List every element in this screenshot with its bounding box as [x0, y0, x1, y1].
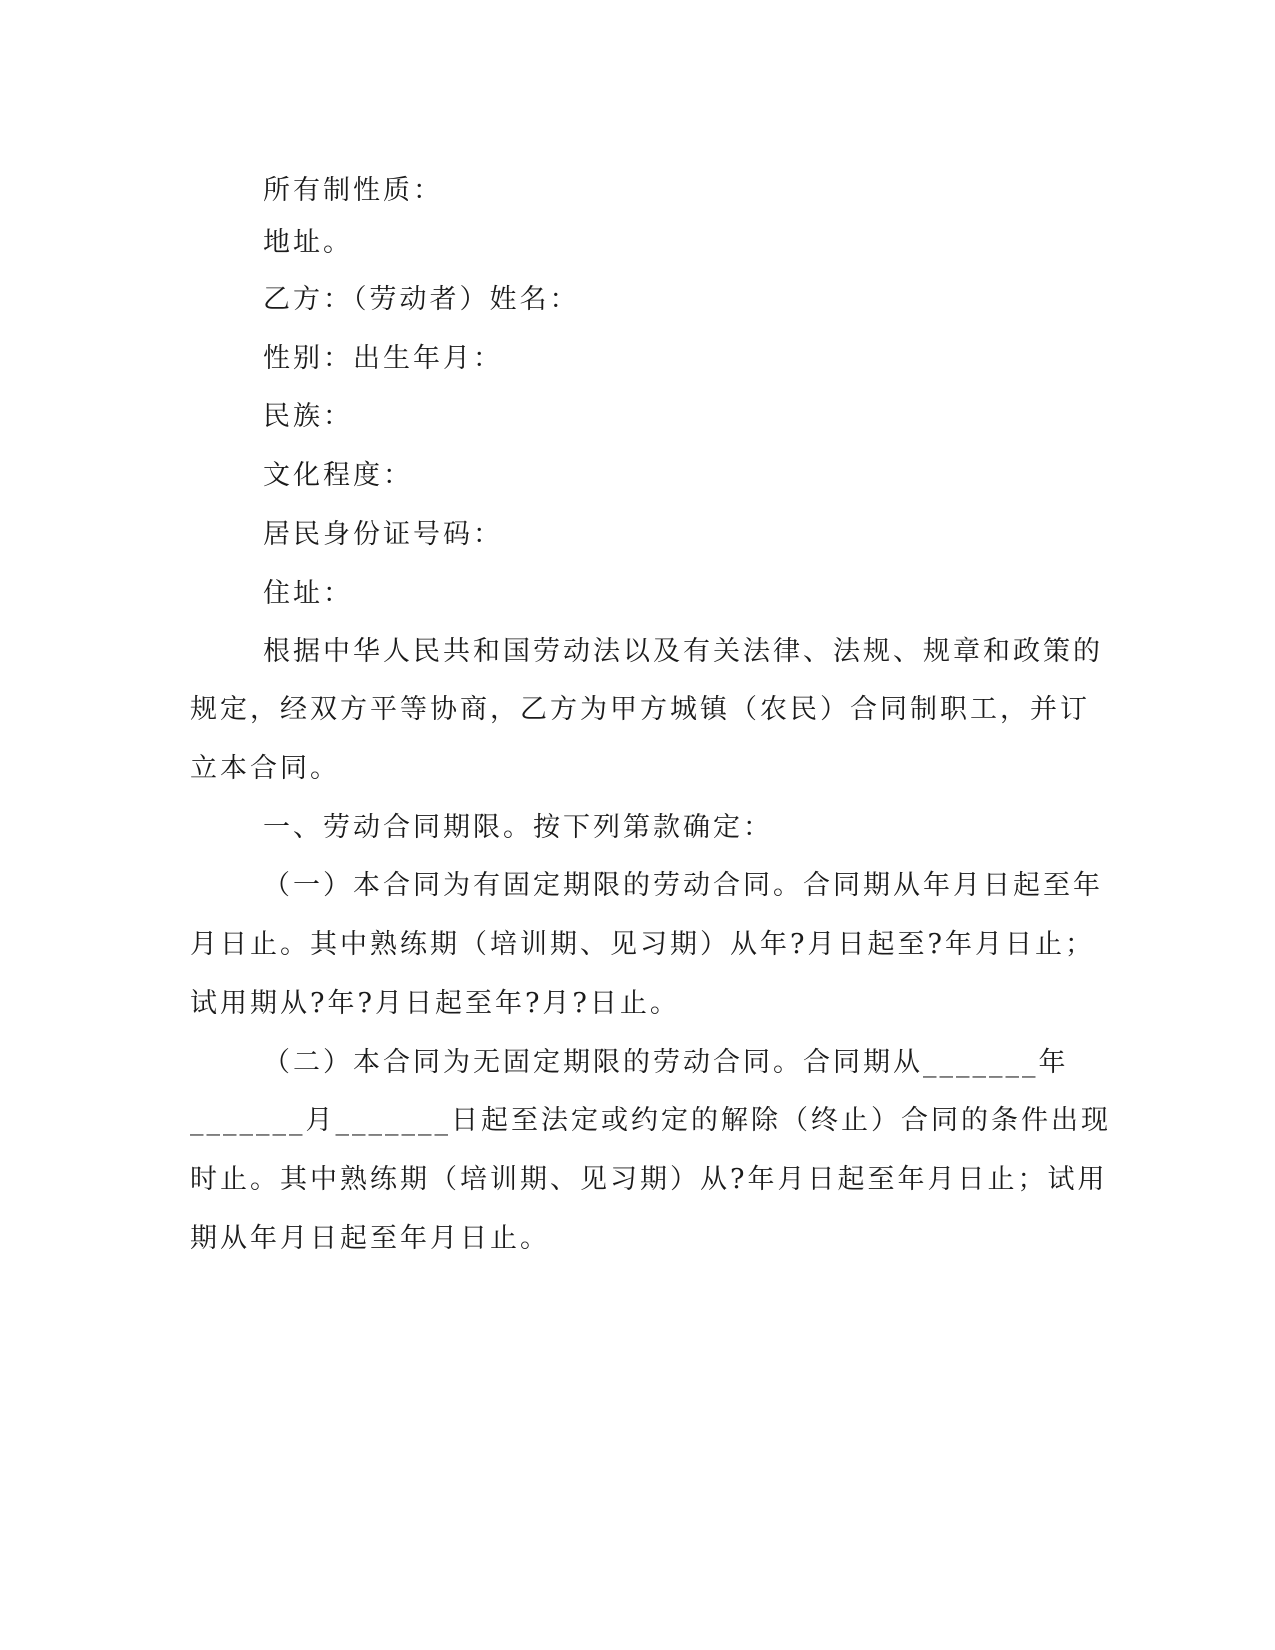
- field-residence: 住址：: [263, 578, 353, 609]
- field-gender-birth: 性别：出生年月：: [263, 343, 503, 374]
- clause-2-line-3: 时止。其中熟练期（培训期、见习期）从?年月日起至年月日止；试用: [190, 1164, 1108, 1195]
- section-heading-term: 一、劳动合同期限。按下列第款确定：: [263, 812, 773, 843]
- clause-1-line-1: （一）本合同为有固定期限的劳动合同。合同期从年月日起至年: [263, 870, 1103, 901]
- clause-1-line-2: 月日止。其中熟练期（培训期、见习期）从年?月日起至?年月日止；: [190, 929, 1095, 960]
- field-ownership-type: 所有制性质：: [263, 175, 443, 206]
- clause-2-line-1: （二）本合同为无固定期限的劳动合同。合同期从_______年: [263, 1047, 1069, 1078]
- field-id-number: 居民身份证号码：: [263, 519, 503, 550]
- clause-2-line-4: 期从年月日起至年月日止。: [190, 1223, 550, 1254]
- field-party-b-name: 乙方：（劳动者）姓名：: [263, 284, 580, 315]
- paragraph-basis-line-2: 规定，经双方平等协商，乙方为甲方城镇（农民）合同制职工，并订: [190, 694, 1090, 725]
- field-ethnicity: 民族：: [263, 401, 353, 432]
- paragraph-basis-line-1: 根据中华人民共和国劳动法以及有关法律、法规、规章和政策的: [263, 636, 1103, 667]
- field-education: 文化程度：: [263, 460, 413, 491]
- clause-2-line-2: _______月_______日起至法定或约定的解除（终止）合同的条件出现: [190, 1105, 1111, 1136]
- paragraph-basis-line-3: 立本合同。: [190, 753, 340, 784]
- field-address: 地址。: [263, 227, 353, 258]
- clause-1-line-3: 试用期从?年?月日起至年?月?日止。: [190, 988, 680, 1019]
